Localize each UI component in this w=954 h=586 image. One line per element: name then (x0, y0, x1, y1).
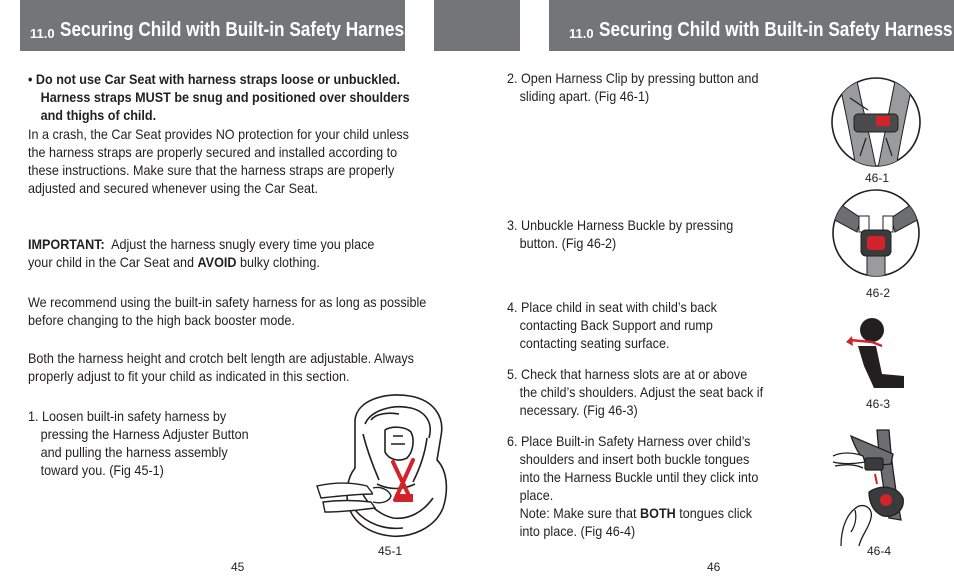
step-line: contacting seating surface. (519, 335, 670, 351)
step-line: place. (519, 487, 554, 503)
figure-caption: 46-4 (867, 544, 892, 558)
warning-line: Harness straps MUST be snug and positioned over shoulders (40, 89, 410, 105)
avoid-emphasis: AVOID (197, 254, 237, 270)
header-tab-left (434, 0, 477, 51)
step-line: sliding apart. (Fig 46-1) (519, 88, 650, 104)
adjust-paragraph (28, 349, 414, 385)
paragraph-line: properly adjust to fit your child as indicated in this section. (28, 368, 350, 384)
step-6 (507, 432, 758, 540)
paragraph-line: the harness straps are properly secured and installed according to (28, 144, 398, 160)
section-title: Securing Child with Built-in Safety Harness (598, 19, 953, 41)
crash-paragraph (28, 125, 409, 197)
section-header-left (20, 0, 414, 51)
step-line: the child’s shoulders. Adjust the seat back if (519, 384, 764, 400)
paragraph-line: adjusted and secured whenever using the Car Seat. (28, 180, 318, 196)
step-line: and pulling the harness assembly (40, 444, 228, 460)
paragraph-line: IMPORTANT: Adjust the harness snugly every time you place (28, 236, 375, 252)
step-line: button. (Fig 46-2) (519, 235, 617, 251)
harness-clip-figure (830, 76, 922, 168)
paragraph-line: In a crash, the Car Seat provides NO protection for your child unless (28, 126, 409, 142)
recommend-paragraph (28, 293, 426, 329)
step-line: into the Harness Buckle until they click into (519, 469, 759, 485)
buckle-insert-figure (831, 428, 921, 546)
step-line: necessary. (Fig 46-3) (519, 402, 638, 418)
step-line: toward you. (Fig 45-1) (40, 462, 164, 478)
step-line: 1. Loosen built-in safety harness by (28, 408, 227, 424)
warning-line: • Do not use Car Seat with harness straps loose or unbuckled. (28, 71, 401, 87)
figure-caption: 45-1 (378, 544, 403, 558)
paragraph-line: your child in the Car Seat and AVOID bulky clothing. (28, 254, 320, 270)
important-label: IMPORTANT: (28, 236, 105, 252)
figure-caption: 46-1 (865, 171, 890, 185)
step-line: shoulders and insert both buckle tongues (519, 451, 750, 467)
warning-bullet (28, 70, 410, 124)
paragraph-line: these instructions. Make sure that the harness straps are properly (28, 162, 395, 178)
step-line: 2. Open Harness Clip by pressing button and (507, 70, 759, 86)
figure-caption: 46-3 (866, 397, 891, 411)
seated-child-figure (842, 316, 912, 396)
header-tab-right (477, 0, 520, 51)
car-seat-illustration (315, 390, 465, 542)
step-line: contacting Back Support and rump (519, 317, 713, 333)
important-paragraph (28, 235, 374, 271)
step-4 (507, 298, 717, 352)
paragraph-line: before changing to the high back booster mode. (28, 312, 295, 328)
step-line: 4. Place child in seat with child’s back (507, 299, 717, 315)
step-line: pressing the Harness Adjuster Button (40, 426, 249, 442)
step-5 (507, 365, 763, 419)
step-line: 5. Check that harness slots are at or above (507, 366, 748, 382)
note-line: into place. (Fig 46-4) (519, 523, 636, 539)
step-line: 3. Unbuckle Harness Buckle by pressing (507, 217, 734, 233)
paragraph-line: We recommend using the built-in safety harness for as long as possible (28, 294, 427, 310)
section-number: 11.0 (30, 26, 55, 41)
page-number: 45 (231, 560, 245, 574)
bullet-glyph: • (28, 71, 36, 87)
figure-caption: 46-2 (866, 286, 891, 300)
step-1 (28, 407, 249, 479)
harness-buckle-figure (831, 188, 921, 278)
step-3 (507, 216, 733, 252)
page-number: 46 (707, 560, 721, 574)
step-2 (507, 69, 758, 105)
step-line: 6. Place Built-in Safety Harness over child’s (507, 433, 751, 449)
section-title: Securing Child with Built-in Safety Harness (59, 19, 414, 41)
note-line: Note: Make sure that BOTH tongues click (519, 505, 753, 521)
warning-line: and thighs of child. (40, 107, 157, 123)
section-number: 11.0 (569, 26, 594, 41)
right-page (477, 0, 954, 586)
section-header-right (549, 0, 954, 51)
both-emphasis: BOTH (640, 505, 676, 521)
paragraph-line: Both the harness height and crotch belt length are adjustable. Always (28, 350, 414, 366)
